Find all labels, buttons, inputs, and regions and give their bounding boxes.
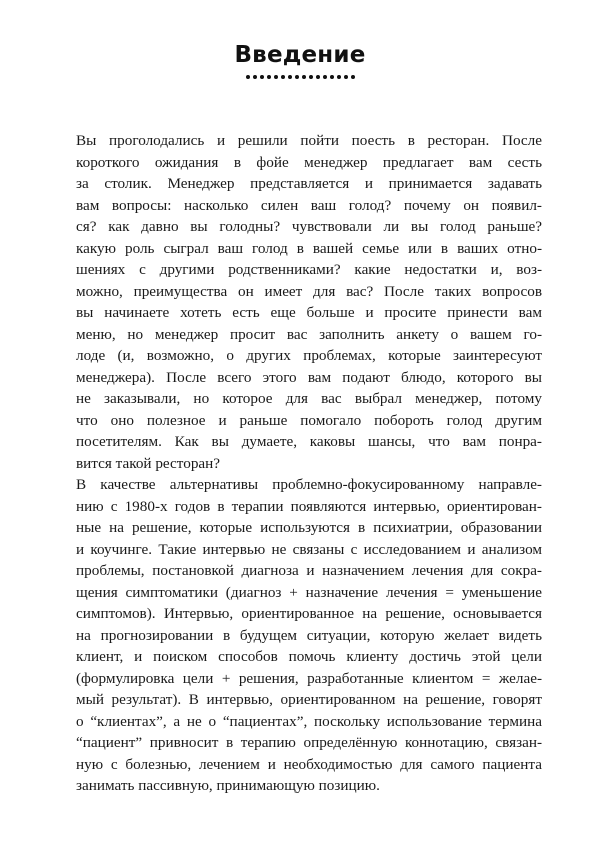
text-line: какую роль сыграл ваш голод в вашей семье или в ваших отно- <box>76 239 542 257</box>
text-line: меню, но менеджер просит вас заполнить анкету о вашем го- <box>76 325 542 343</box>
text-line: короткого ожидания в фойе менеджер предлагает вам сесть <box>76 153 542 171</box>
text-line: что оно полезное и раньше помогало побороть голод другим <box>76 411 542 429</box>
text-line: клиент, и поиском способов помочь клиенту достичь этой цели <box>76 648 542 665</box>
dot <box>274 75 278 79</box>
dot <box>337 75 341 79</box>
dot <box>323 75 327 79</box>
dot <box>260 75 264 79</box>
text-line: Вы проголодались и решили пойти поесть в ресторан. После <box>76 132 542 149</box>
text-line: о “клиентах”, а не о “пациентах”, поскольку использование термина <box>76 712 542 730</box>
page-title: Введение <box>234 42 366 68</box>
dot <box>267 75 271 79</box>
text-line: занимать пассивную, принимающую позицию. <box>76 777 380 794</box>
text-line: и коучинге. Такие интервью не связаны с исследованием и анализом <box>76 540 542 558</box>
text-line: мый результат). В интервью, ориентированном на решение, говорят <box>76 691 542 708</box>
dot <box>246 75 250 79</box>
dot <box>253 75 257 79</box>
text-line: ся? как давно вы голодны? чувствовали ли вы голод раньше? <box>76 218 542 235</box>
dot <box>330 75 334 79</box>
text-line: В качестве альтернативы проблемно-фокусированному направле- <box>76 476 542 493</box>
paragraph-restaurant-example <box>76 130 542 474</box>
text-line: менеджера). После всего этого вам подают блюдо, которого вы <box>76 368 542 386</box>
text-line: проблемы, постановкой диагноза и назначением лечения для сокра- <box>76 562 542 579</box>
text-line: не заказывали, но которое для вас выбрал менеджер, потому <box>76 390 542 407</box>
dot <box>344 75 348 79</box>
text-line: нию с 1980-х годов в терапии появляются интервью, ориентирован- <box>76 497 542 515</box>
text-line: ную с болезнью, лечением и необходимостью для самого пациента <box>76 755 542 773</box>
text-line: (формулировка цели + решения, разработанные клиентом = желае- <box>76 669 542 687</box>
dot <box>295 75 299 79</box>
text-line: щения симптоматики (диагноз + назначение лечения = уменьшение <box>76 583 542 601</box>
text-line: вы начинаете хотеть есть еще больше и просите принести вам <box>76 304 542 321</box>
text-line: ные на решение, которые используются в психиатрии, образовании <box>76 519 542 536</box>
text-line: посетителям. Как вы думаете, каковы шансы, что вам понра- <box>76 433 542 450</box>
text-line: лоде (и, возможно, о других проблемах, которые заинтересуют <box>76 347 542 364</box>
dot <box>316 75 320 79</box>
dot <box>288 75 292 79</box>
text-line: вам вопросы: насколько силен ваш голод? почему он появил- <box>76 196 542 214</box>
dot <box>351 75 355 79</box>
text-line: вится такой ресторан? <box>76 454 221 472</box>
dot <box>281 75 285 79</box>
text-line: можно, преимущества он имеет для вас? После таких вопросов <box>76 282 542 300</box>
text-line: симптомов). Интервью, ориентированное на решение, основывается <box>76 605 542 622</box>
title-dotted-rule <box>0 75 600 79</box>
dot <box>302 75 306 79</box>
paragraph-solution-focused <box>76 474 542 797</box>
dot <box>309 75 313 79</box>
text-line: на прогнозировании в будущем ситуации, которую желает видеть <box>76 626 542 644</box>
text-line: “пациент” привносит в терапию определённую коннотацию, связан- <box>76 734 542 751</box>
text-line: шениях с другими родственниками? какие недостатки и, воз- <box>76 261 542 278</box>
text-line: за столик. Менеджер представляется и принимается задавать <box>76 175 542 192</box>
